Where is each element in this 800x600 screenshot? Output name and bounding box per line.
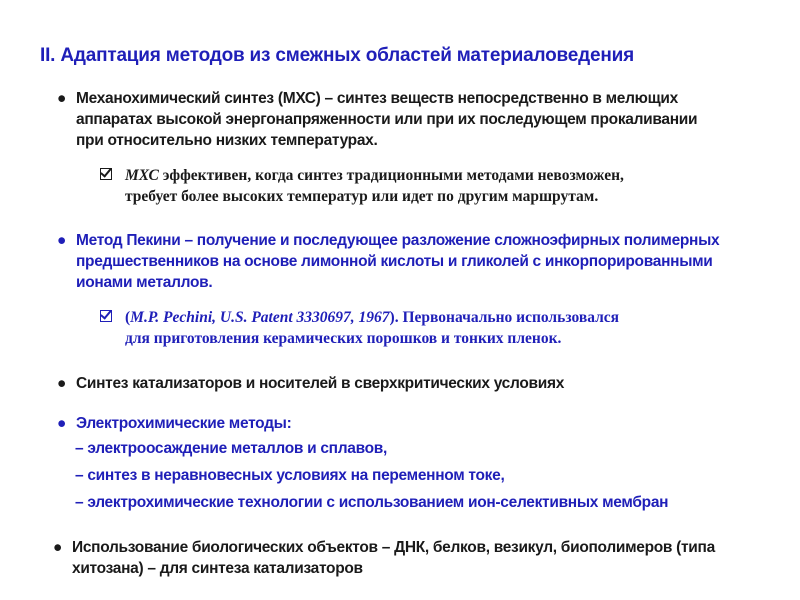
note-emphasis: МХС bbox=[125, 167, 159, 184]
bullet-text bbox=[76, 230, 787, 293]
note-emphasis: M.P. Pechini, U.S. Patent 3330697, 1967 bbox=[130, 309, 390, 326]
slide-title: II. Адаптация методов из смежных областей материаловедения bbox=[40, 45, 634, 66]
bullet-line: хитозана) – для синтеза катализаторов bbox=[72, 560, 363, 577]
bullet-text bbox=[76, 88, 777, 151]
bullet-dot-icon: ● bbox=[57, 415, 67, 432]
bullet-line: Электрохимические методы: bbox=[76, 415, 292, 432]
subitem-ion-selective-membranes bbox=[75, 492, 668, 513]
dash-marker: – bbox=[75, 440, 84, 457]
subitem-electrodeposition bbox=[75, 438, 387, 459]
bullet-line: ионами металлов. bbox=[76, 274, 213, 291]
subitem-nonequilibrium-synthesis bbox=[75, 465, 504, 486]
bullet-line: Механохимический синтез (МХС) – синтез веществ непосредственно в мелющих bbox=[76, 90, 678, 107]
bullet-text bbox=[76, 373, 777, 394]
bullet-dot-icon: ● bbox=[57, 90, 67, 107]
bullet-line: предшественников на основе лимонной кислоты и гликолей с инкорпорированными bbox=[76, 253, 713, 270]
bullet-electrochemical-methods bbox=[57, 413, 777, 434]
subitem-text: электрохимические технологии с использованием ион-селективных мембран bbox=[87, 494, 669, 511]
note-line2: требует более высоких температур или идет по другим маршрутам. bbox=[125, 188, 599, 205]
bullet-biological-objects bbox=[53, 537, 788, 579]
dash-marker: – bbox=[75, 494, 84, 511]
bullet-mechanochemical-synthesis bbox=[57, 88, 777, 151]
bullet-line: Синтез катализаторов и носителей в сверхкритических условиях bbox=[76, 375, 565, 392]
subitem-text: синтез в неравновесных условиях на переменном токе, bbox=[87, 467, 505, 484]
note-mechanochemical bbox=[100, 165, 780, 207]
bullet-line: при относительно низких температурах. bbox=[76, 132, 378, 149]
bullet-text bbox=[72, 537, 788, 579]
note-text bbox=[125, 307, 780, 349]
checkbox-checked-icon bbox=[100, 168, 112, 180]
bullet-pechini-method bbox=[57, 230, 787, 293]
bullet-line: аппаратах высокой энергонапряженности или при их последующем прокаливании bbox=[76, 111, 698, 128]
bullet-line: Метод Пекини – получение и последующее разложение сложноэфирных полимерных bbox=[76, 232, 720, 249]
bullet-dot-icon: ● bbox=[57, 232, 67, 249]
checkbox-checked-icon bbox=[100, 310, 112, 322]
note-text bbox=[125, 165, 780, 207]
dash-marker: – bbox=[75, 467, 84, 484]
bullet-text bbox=[76, 413, 777, 434]
note-rest: эффективен, когда синтез традиционными методами невозможен, bbox=[158, 167, 624, 184]
subitem-text: электроосаждение металлов и сплавов, bbox=[87, 440, 388, 457]
note-pechini bbox=[100, 307, 780, 349]
bullet-dot-icon: ● bbox=[53, 539, 63, 556]
note-pre: ( bbox=[125, 309, 131, 326]
note-rest: ). Первоначально использовался bbox=[389, 309, 620, 326]
bullet-line: Использование биологических объектов – ДНК, белков, везикул, биополимеров (типа bbox=[72, 539, 715, 556]
bullet-dot-icon: ● bbox=[57, 375, 67, 392]
bullet-supercritical-synthesis bbox=[57, 373, 777, 394]
note-line2: для приготовления керамических порошков и тонких пленок. bbox=[125, 330, 562, 347]
